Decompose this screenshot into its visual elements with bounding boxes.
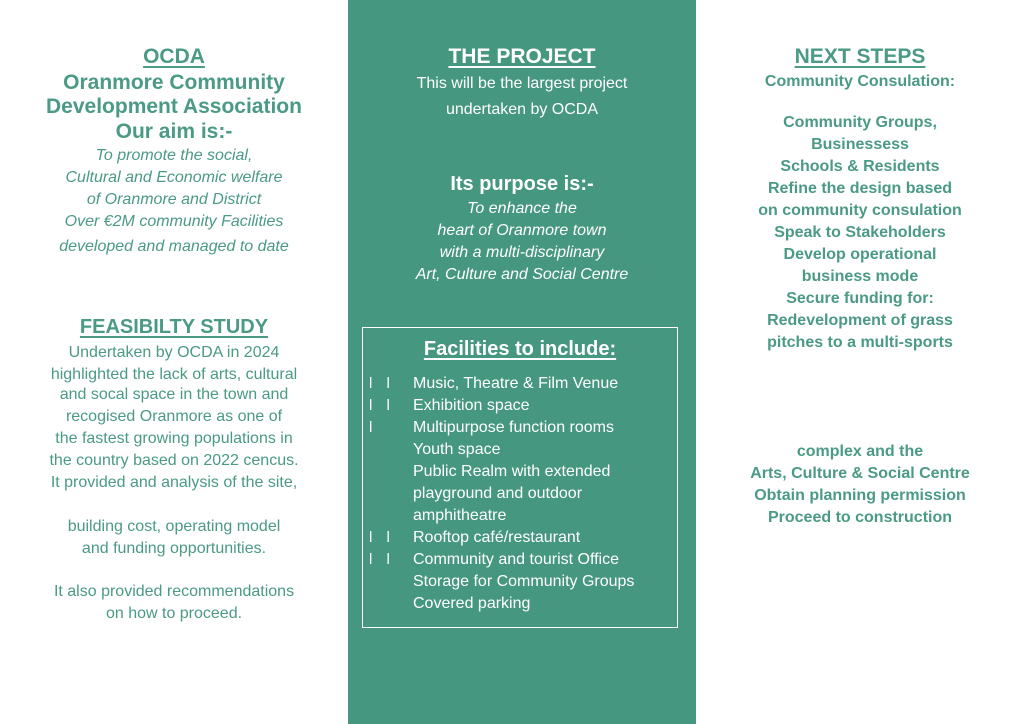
facility-item: [363, 571, 677, 593]
next-step-line: business mode: [801, 268, 919, 285]
feasibility-line: on how to proceed.: [105, 605, 243, 622]
facilities-heading: Facilities to include:: [423, 338, 617, 360]
ocda-name-line1: Oranmore Community: [63, 71, 285, 94]
aim-line: Cultural and Economic welfare: [65, 169, 283, 186]
feasibility-line: and socal space in the town and: [59, 386, 289, 403]
next-step-line: Redevelopment of grass: [767, 312, 953, 329]
aim-line: developed and managed to date: [59, 238, 289, 255]
purpose-line: Art, Culture and Social Centre: [415, 266, 629, 283]
facility-text: Exhibition space: [413, 397, 530, 414]
feasibility-line: It also provided recommendations: [53, 583, 295, 600]
facility-text: Youth space: [413, 441, 501, 458]
facility-item: [363, 461, 677, 483]
next-step-line: on community consulation: [758, 202, 962, 219]
facility-text: Public Realm with extended: [413, 463, 611, 480]
next-step-line: pitches to a multi-sports: [767, 334, 953, 351]
next-step-line: Schools & Residents: [780, 158, 940, 175]
facility-item: [363, 593, 677, 615]
ocda-acronym: OCDA: [143, 45, 205, 68]
left-panel: [0, 0, 348, 724]
facilities-box: [362, 327, 678, 628]
purpose-label: Its purpose is:-: [450, 173, 594, 195]
bullet-icon: l l: [369, 397, 395, 414]
next-step-line: Speak to Stakeholders: [774, 224, 946, 241]
next-step-line: Refine the design based: [767, 180, 953, 197]
facility-text: Storage for Community Groups: [413, 573, 635, 590]
feasibility-line: Undertaken by OCDA in 2024: [68, 344, 280, 361]
bullet-icon: l l: [369, 375, 395, 392]
aim-line: To promote the social,: [95, 147, 253, 164]
feasibility-line: recogised Oranmore as one of: [65, 408, 283, 425]
next-step-line: complex and the: [796, 443, 924, 460]
feasibility-line: and funding opportunities.: [81, 540, 267, 557]
facility-item: [363, 439, 677, 461]
purpose-line: To enhance the: [467, 200, 577, 217]
feasibility-line: building cost, operating model: [67, 518, 281, 535]
facility-item: [363, 549, 677, 571]
project-heading: THE PROJECT: [448, 45, 596, 68]
aim-line: Over €2M community Facilities: [64, 213, 284, 230]
facility-text: Community and tourist Office: [413, 551, 620, 568]
facility-item: [363, 373, 677, 395]
feasibility-line: the country based on 2022 cencus.: [49, 452, 299, 469]
aim-label: Our aim is:-: [115, 120, 233, 143]
next-step-line: Community Groups,: [783, 114, 937, 131]
project-intro-line: undertaken by OCDA: [445, 101, 599, 118]
right-panel: [696, 0, 1024, 724]
facility-text: Music, Theatre & Film Venue: [413, 375, 619, 392]
purpose-line: with a multi-disciplinary: [439, 244, 605, 261]
purpose-line: heart of Oranmore town: [437, 222, 607, 239]
facility-text: Rooftop café/restaurant: [413, 529, 581, 546]
facility-item: [363, 483, 677, 505]
feasibility-line: highlighted the lack of arts, cultural: [50, 366, 298, 383]
next-steps-heading: NEXT STEPS: [794, 45, 926, 68]
next-step-line: Community Consulation:: [764, 73, 956, 90]
feasibility-line: the fastest growing populations in: [55, 430, 293, 447]
bullet-icon: l l: [369, 529, 395, 546]
next-step-line: Arts, Culture & Social Centre: [750, 465, 970, 482]
feasibility-line: It provided and analysis of the site,: [50, 474, 298, 491]
next-step-line: Develop operational: [783, 246, 937, 263]
bullet-icon: l: [369, 419, 378, 436]
facility-text: playground and outdoor: [413, 485, 583, 502]
facility-text: Multipurpose function rooms: [413, 419, 614, 436]
facility-text: Covered parking: [413, 595, 531, 612]
facility-item: [363, 527, 677, 549]
aim-line: of Oranmore and District: [86, 191, 262, 208]
next-step-line: Businessess: [811, 136, 909, 153]
feasibility-heading: FEASIBILTY STUDY: [79, 316, 269, 338]
bullet-icon: l l: [369, 551, 395, 568]
facility-text: amphitheatre: [413, 507, 507, 524]
facility-item: [363, 395, 677, 417]
facility-item: [363, 417, 677, 439]
next-step-line: Obtain planning permission: [754, 487, 966, 504]
next-step-line: Proceed to construction: [767, 509, 953, 526]
ocda-name-line2: Development Association: [46, 95, 302, 118]
next-step-line: Secure funding for:: [786, 290, 934, 307]
facility-item: [363, 505, 677, 527]
middle-panel: [348, 0, 696, 724]
project-intro-line: This will be the largest project: [416, 75, 628, 92]
